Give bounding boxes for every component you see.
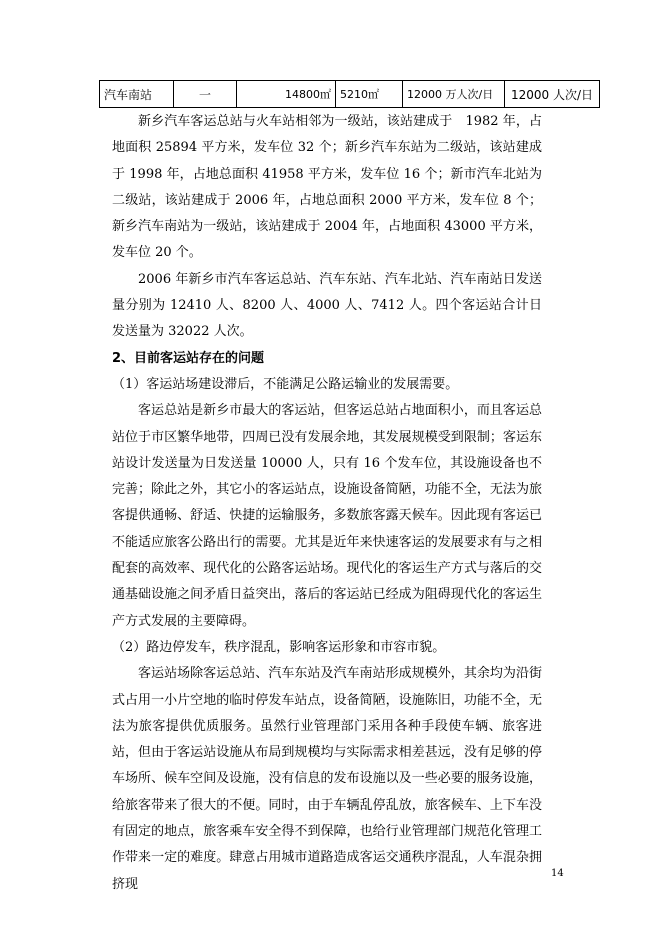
table-cell-level: 一 — [174, 81, 237, 108]
station-table — [99, 80, 600, 108]
subheading-2: （2）路边停发车，秩序混乱，影响客运形象和市容市貌。 — [112, 639, 446, 655]
subheading-1: （1）客运站场建设滞后，不能满足公路运输业的发展需要。 — [112, 376, 459, 392]
table-row — [100, 81, 600, 108]
section-heading: 2、目前客运站存在的问题 — [112, 350, 265, 366]
body-text — [112, 109, 542, 898]
table-cell-daily-volume: 12000 人次/日 — [505, 81, 600, 108]
paragraph-daily-volume: 2006 年新乡市汽车客运总站、汽车东站、汽车北站、汽车南站日发送量分别为 12410 人、8200 人、4000 人、7412 人。四个客运站合计日发送量为 32022 人次。 — [112, 271, 542, 340]
page-number: 14 — [551, 868, 564, 879]
table-cell-design-capacity: 12000 万人次/日 — [403, 81, 505, 108]
paragraph-problem-2: 客运站场除客运总站、汽车东站及汽车南站形成规模外，其余均为沿街式占用一小片空地的临时停发车站点，设备简陋，设施陈旧，功能不全，无法为旅客提供优质服务。虽然行业管理部门采用各种手段使车辆、旅客进站，但由于客运站设施从布局到规模均与实际需求相差甚远，没有足够的停车场所、候车空间及设施，没有信息的发布设施以及一些必要的服务设施，给旅客带来了很大的不便。同时，由于车辆乱停乱放，旅客候车、上下车没有固定的地点，旅客乘车安全得不到保障，也给行业管理部门规范化管理工作带来一定的难度。肆意占用城市道路造成客运交通秩序混乱，人车混杂拥挤现 — [112, 666, 542, 892]
table-cell-building-area: 5210㎡ — [336, 81, 403, 108]
paragraph-problem-1: 客运总站是新乡市最大的客运站，但客运总站占地面积小，而且客运总站位于市区繁华地带，四周已没有发展余地，其发展规模受到限制；客运东站设计发送量为日发送量 10000 人，只有 16 个发车位，其设施设备也不完善；除此之外，其它小的客运站点，设施设备简陋，功能不全，无法为旅客提供通畅、舒适、快捷的运输服务，多数旅客露天候车。因此现有客运已不能适应旅客公路出行的需要。尤其是近年来快速客运的发展要求有与之相配套的高效率、现代化的公路客运站场。现代化的客运生产方式与落后的交通基础设施之间矛盾日益突出，落后的客运站已经成为阻碍现代化的客运生产方式发展的主要障碍。 — [112, 403, 542, 629]
paragraph-station-overview: 新乡汽车客运总站与火车站相邻为一级站，该站建成于 1982 年，占地面积 25894 平方米，发车位 32 个；新乡汽车东站为二级站，该站建成于 1998 年，占地总面积 41958 平方米，发车位 16 个；新市汽车北站为二级站，该站建成于 2006 年，占地总面积 2000 平方米，发车位 8 个；新乡汽车南站为一级站，该站建成于 2004 年，占地面积 43000 平方米，发车位 20 个。 — [112, 114, 542, 261]
table-cell-station: 汽车南站 — [100, 81, 174, 108]
table-cell-total-area: 14800㎡ — [237, 81, 336, 108]
